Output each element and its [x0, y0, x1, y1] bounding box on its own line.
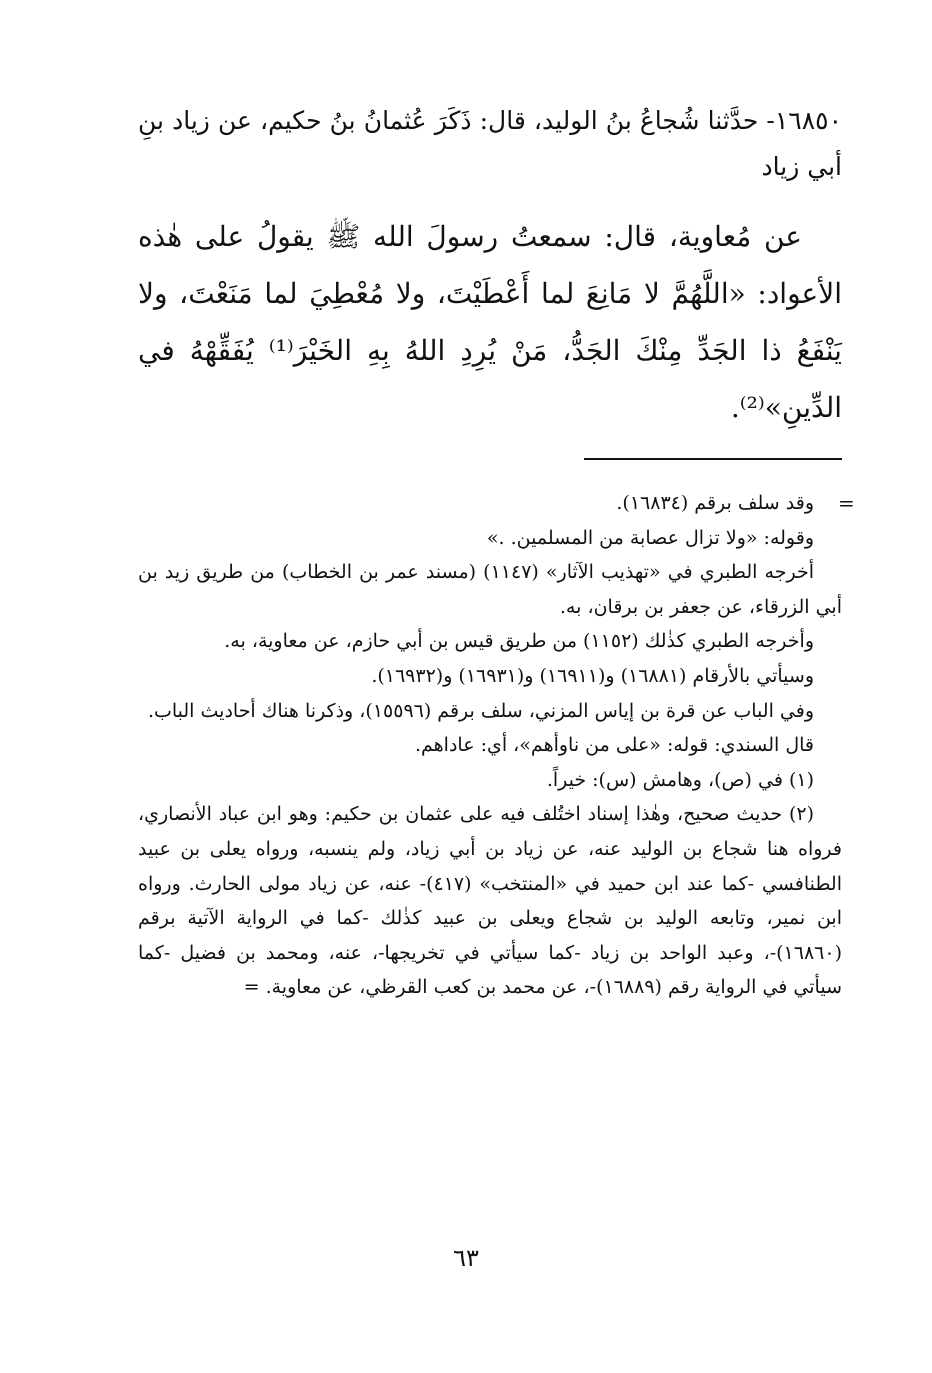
- continuation-mark: =: [838, 491, 855, 515]
- hadith-matn: عن مُعاوية، قال: سمعتُ رسولَ الله ﷺ يقولُ على هٰذه الأعواد: «اللَّهُمَّ لا مَانِعَ لما أَعْطَيْتَ، ولا مُعْطِيَ لما مَنَعْتَ، ولا يَنْفَعُ ذا الجَدِّ مِنْكَ الجَدُّ، مَنْ يُرِدِ اللهُ بِهِ الخَيْرَ⁽¹⁾ يُفَقِّهْهُ في الدِّينِ»⁽²⁾.: [138, 220, 842, 424]
- footnote-line: وسيأتي بالأرقام (١٦٨٨١) و(١٦٩١١) و(١٦٩٣١) و(١٦٩٣٢).: [371, 664, 814, 687]
- footnote-line: قال السندي: قوله: «على من ناوأهم»، أي: عاداهم.: [414, 734, 814, 757]
- footnote-line: وفي الباب عن قرة بن إياس المزني، سلف برقم (١٥٥٩٦)، وذكرنا هناك أحاديث الباب.: [147, 699, 814, 722]
- footnote-line: وأخرجه الطبري كذٰلك (١١٥٢) من طريق قيس بن أبي حازم، عن معاوية، به.: [224, 630, 814, 653]
- footnote-1: (١) في (ص)، وهامش (س): خيراً.: [546, 768, 814, 791]
- footnotes: [138, 486, 842, 1005]
- page-number: ٦٣: [453, 1244, 479, 1272]
- footnote-line: أخرجه الطبري في «تهذيب الآثار» (١١٤٧) (مسند عمر بن الخطاب) من طريق زيد بن أبي الزرقاء، عن جعفر بن برقان، به.: [138, 561, 842, 618]
- footnote-line: وقوله: «ولا تزال عصابة من المسلمين. .»: [486, 526, 814, 549]
- book-page: [138, 0, 842, 1373]
- footnote-separator: [584, 458, 842, 460]
- hadith-isnad: ١٦٨٥٠- حدَّثنا شُجاعُ بنُ الوليد، قال: ذَكَرَ عُثمانُ بنُ حكيم، عن زياد بنِ أبي زياد: [138, 106, 842, 181]
- footnote-2: (٢) حديث صحيح، وهٰذا إسناد اختُلف فيه على عثمان بن حكيم: وهو ابن عباد الأنصاري، فرواه هنا شجاع بن الوليد عنه، عن زياد بن أبي زياد، ولم ينسبه، ورواه يعلى بن عبيد الطنافسي -كما عند ابن حميد في «المنتخب» (٤١٧)- عنه، عن زياد مولى الحارث. ورواه ابن نمير، وتابعه الوليد بن شجاع ويعلى بن عبيد كذٰلك -كما في الرواية الآتية برقم (١٦٨٦٠)-، وعبد الواحد بن زياد -كما سيأتي في تخريجها-، عنه، ومحمد بن فضيل -كما سيأتي في الرواية رقم (١٦٨٨٩)-، عن محمد بن كعب القرظي، عن معاوية. =: [138, 803, 842, 999]
- footnote-line: وقد سلف برقم (١٦٨٣٤).: [616, 492, 814, 514]
- hadith-matn-block: [138, 208, 842, 436]
